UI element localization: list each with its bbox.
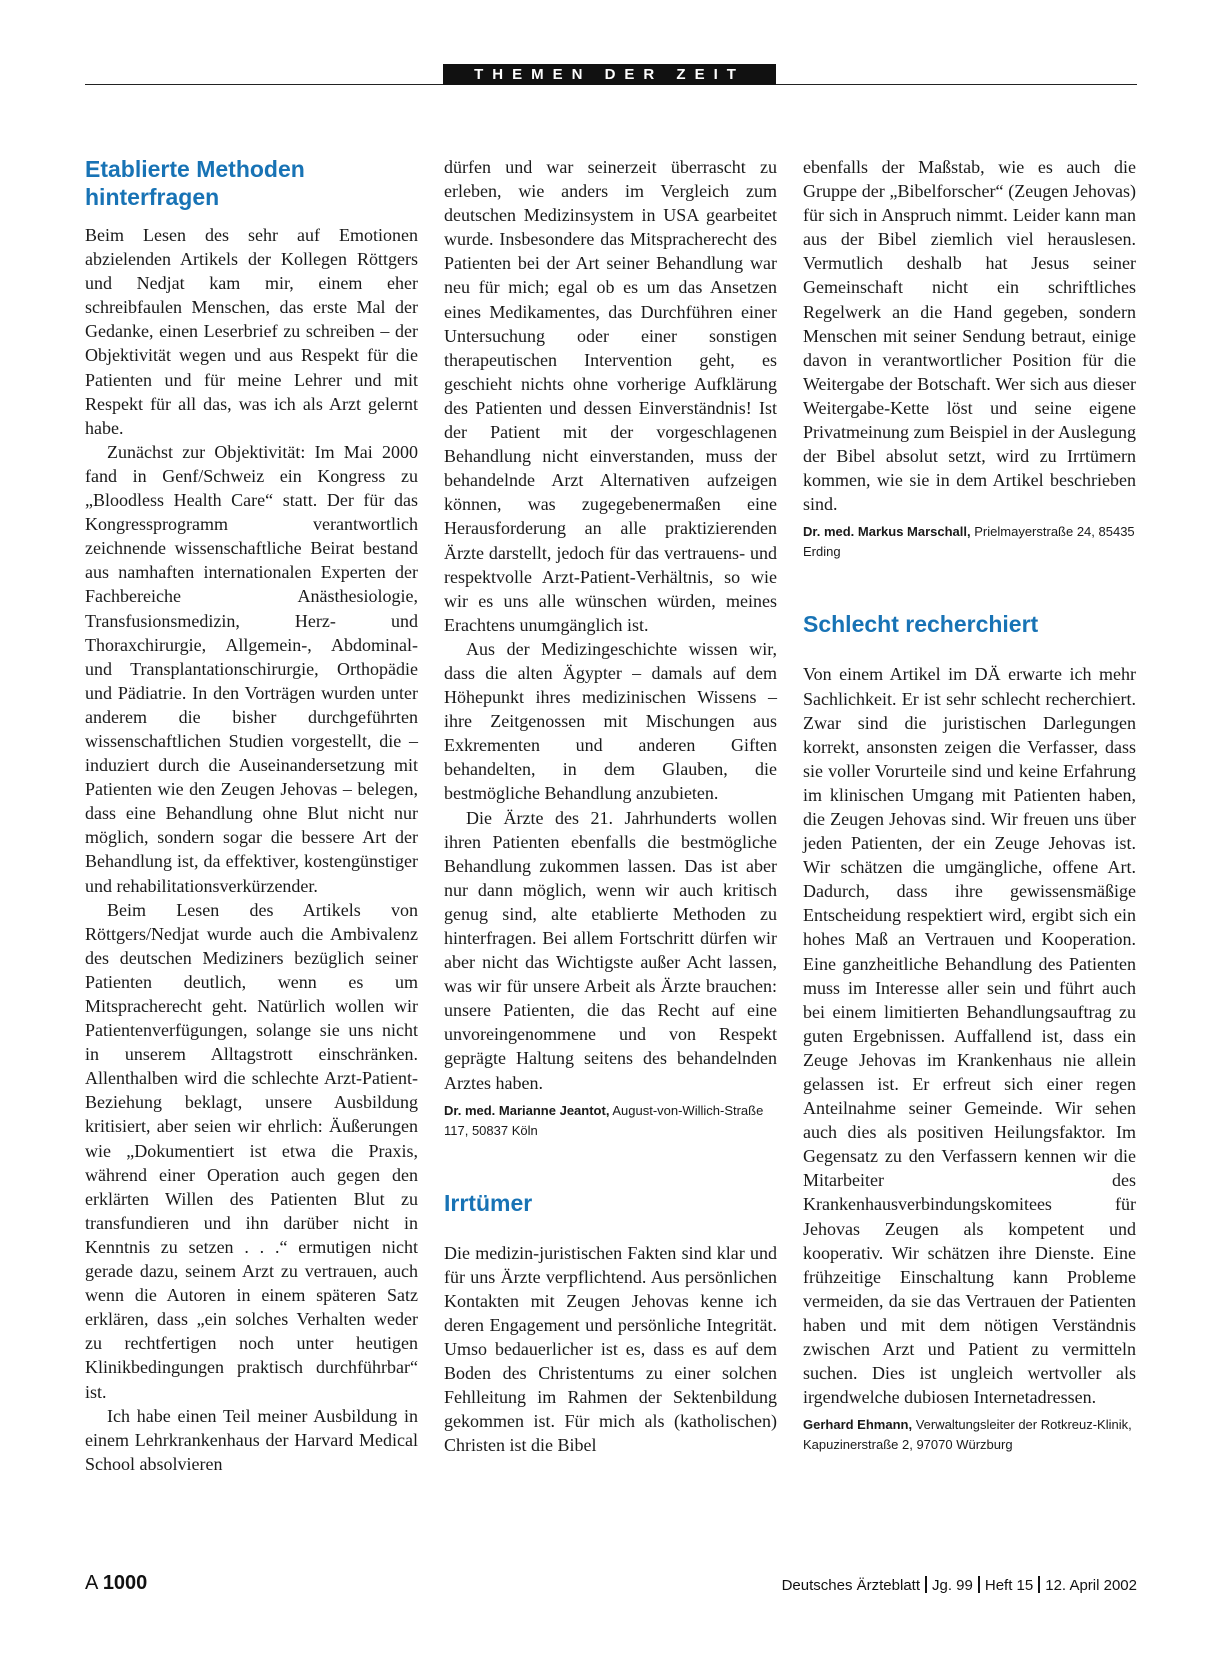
footer-separator	[1038, 1576, 1040, 1593]
author-name: Dr. med. Markus Marschall,	[803, 524, 971, 540]
article-heading: Etablierte Methoden hinterfragen	[85, 156, 305, 210]
author-signature	[444, 1101, 777, 1141]
author-signature	[803, 522, 1136, 562]
paragraph: Die Ärzte des 21. Jahrhunderts wollen ihren Patienten ebenfalls die bestmögliche Behandlung zukommen lassen. Das ist aber nur dann möglich, wenn wir auch kritisch genug sind, alte etablierte Methoden zu hinterfragen. Bei allem Fortschritt dürfen wir aber nicht das Wichtigste außer Acht lassen, was wir für unsere Arbeit als Ärzte brauchen: unsere Patienten, die das Recht auf eine unvoreingenommene und von Respekt geprägte Haltung seitens des behandelnden Arztes haben.	[444, 807, 777, 1093]
column-1	[85, 155, 418, 1476]
page-number-value: 1000	[102, 1572, 148, 1594]
author-address: Prielmayerstraße 24, 85435 Erding	[803, 524, 1135, 560]
paragraph-split-end: dürfen und war seinerzeit überrascht zu erleben, wie anders im Vergleich zum deutschen Medizinsystem in USA gearbeitet wurde. Insbesondere das Mitspracherecht des Patienten bei der Art seiner Behandlung war neu für mich; egal ob es um das Ansetzen eines Medikamentes, das Durchführen einer Untersuchung oder einer sonstigen therapeutischen Intervention geht, es geschieht nichts ohne vorherige Aufklärung des Patienten und dessen Einverständnis! Ist der Patient mit der vorgeschlagenen Behandlung nicht einverstanden, muss der behandelnde Arzt Alternativen aufzeigen können, was zugegebenermaßen eine Herausforderung an alle praktizierenden Ärzte darstellt, jedoch für das vertrauens- und respektvolle Arzt-Patient-Verhältnis, so wie wir es uns alle wünschen würden, meines Erachtens unumgänglich ist.	[444, 157, 777, 635]
author-signature	[803, 1415, 1136, 1455]
article-heading: Schlecht recherchiert	[803, 611, 1039, 638]
page-number	[85, 1572, 147, 1595]
section-label: THEMEN DER ZEIT	[443, 64, 776, 85]
paragraph-split-end: ebenfalls der Maßstab, wie es auch die Gruppe der „Bibelforscher“ (Zeugen Jehovas) für sich in Anspruch nimmt. Leider kann man aus der Bibel ziemlich viel herauslesen. Vermutlich deshalb hat Jesus seiner Gemeinschaft nicht ein schriftliches Regelwerk an die Hand gegeben, sondern Menschen mit seiner Sendung betraut, einige davon in verantwortlicher Position für die Weitergabe der Botschaft. Wer sich aus dieser Weitergabe-Kette löst und seine eigene Privatmeinung zum Beispiel in der Auslegung der Bibel absolut setzt, wird zu Irrtümern kommen, wie sie in dem Artikel beschrieben sind.	[803, 157, 1136, 515]
paragraph: Beim Lesen des Artikels von Röttgers/Nedjat wurde auch die Ambivalenz des deutschen Mediziners bezüglich seiner Patienten deutlich, wenn es um Mitspracherecht geht. Natürlich wollen wir Patientenverfügungen, solange sie uns nicht in unserem Alltagstrott einschränken. Allenthalben wird die schlechte Arzt-Patient-Beziehung beklagt, unsere Ausbildung kritisiert, aber seien wir ehrlich: Äußerungen wie „Dokumentiert ist etwa die Praxis, während einer Operation auch gegen den erklärten Willen des Patienten Blut zu transfundieren und ihn darüber nicht in Kenntnis zu setzen . . .“ ermutigen nicht gerade dazu, seinem Arzt zu vertrauen, auch wenn die Autoren in einem späteren Satz erklären, dass „ein solches Verhalten weder zu rechtfertigen noch unter heutigen Klinikbedingungen praktisch durchführbar“ ist.	[85, 899, 418, 1402]
column-3	[803, 155, 1136, 1455]
author-name: Gerhard Ehmann,	[803, 1417, 913, 1433]
author-address: August-von-Willich-Straße 117, 50837 Köln	[444, 1102, 764, 1138]
paragraph-split-start: Die medizin-juristischen Fakten sind klar und für uns Ärzte verpflichtend. Aus persönlichen Kontakten mit Zeugen Jehovas kenne ich deren Engagement und persönliche Integrität. Umso bedauerlicher ist es, dass es auf dem Boden des Christentums zu einer solchen Fehlleitung im Rahmen der Sektenbildung gekommen ist. Für mich als (katholischen) Christen ist die Bibel	[444, 1242, 777, 1456]
journal-volume: Jg. 99	[932, 1577, 973, 1594]
paragraph: Zunächst zur Objektivität: Im Mai 2000 fand in Genf/Schweiz ein Kongress zu „Bloodless Health Care“ statt. Der für das Kongressprogramm verantwortlich zeichnende wissenschaftliche Beirat bestand aus namhaften internationalen Experten der Fachbereiche Anästhesiologie, Transfusionsmedizin, Herz- und Thoraxchirurgie, Allgemein-, Abdominal- und Transplantationschirurgie, Orthopädie und Pädiatrie. In den Vorträgen wurden unter anderem die bisher durchgeführten wissenschaftlichen Studien vorgestellt, die – induziert durch die Auseinandersetzung mit Patienten wie den Zeugen Jehovas – belegen, dass eine Behandlung ohne Blut nicht nur möglich, sondern sogar die bessere Art der Behandlung ist, da effektiver, kostengünstiger und rehabilitationsverkürzender.	[85, 441, 418, 896]
journal-date: 12. April 2002	[1045, 1577, 1137, 1594]
author-name: Dr. med. Marianne Jeantot,	[444, 1102, 610, 1118]
footer-separator	[925, 1576, 927, 1593]
paragraph-split-start: Ich habe einen Teil meiner Ausbildung in einem Lehrkrankenhaus der Harvard Medical School absolvieren	[85, 1405, 418, 1474]
footer-separator	[978, 1576, 980, 1593]
paragraph: Beim Lesen des sehr auf Emotionen abzielenden Artikels der Kollegen Röttgers und Nedjat kam mir, einem eher schreibfaulen Menschen, das erste Mal der Gedanke, einen Leserbrief zu schreiben – der Objektivität wegen und aus Respekt für die Patienten und für meine Lehrer und mit Respekt für all das, was ich als Arzt gelernt habe.	[85, 225, 418, 438]
author-address: Verwaltungsleiter der Rotkreuz-Klinik, Kapuzinerstraße 2, 97070 Würzburg	[803, 1417, 1132, 1453]
journal-name: Deutsches Ärzteblatt	[781, 1577, 920, 1594]
page-prefix: A	[85, 1572, 98, 1594]
journal-footer	[782, 1576, 1137, 1594]
column-2	[444, 155, 777, 1458]
journal-issue: Heft 15	[984, 1577, 1034, 1594]
paragraph: Von einem Artikel im DÄ erwarte ich mehr Sachlichkeit. Er ist sehr schlecht recherchiert. Zwar sind die juristischen Darlegungen korrekt, ansonsten zeigen die Verfasser, dass sie voller Vorurteile sind und keine Erfahrung im klinischen Umgang mit Patienten haben, die Zeugen Jehovas sind. Wir freuen uns über jeden Patienten, der ein Zeuge Jehovas ist. Wir schätzen die umgängliche, offene Art. Dadurch, dass ihre gewissensmäßige Entscheidung respektiert wird, ergibt sich ein hohes Maß an Vertrauen und Kooperation. Eine ganzheitliche Behandlung des Patienten muss im Interesse aller sein und führt auch bei einem limitierten Behandlungsauftrag zu guten Ergebnissen. Auffallend ist, dass ein Zeuge Jehovas im Krankenhaus nie allein gelassen ist. Er erfreut sich einer regen Anteilnahme seiner Gemeinde. Wir sehen auch dies als positiven Heilungsfaktor. Im Gegensatz zu den Verfassern kennen wir die Mitarbeiter des Krankenhausverbindungskomitees für Jehovas Zeugen als kompetent und kooperativ. Wir schätzen ihre Dienste. Eine frühzeitige Einschaltung kann Probleme vermeiden, da sie das Vertrauen der Patienten haben und mit dem nötigen Verständnis zwischen Arzt und Patient zu vermitteln suchen. Dies ist ungleich wertvoller als irgendwelche dubiosen Internetadressen.	[803, 664, 1136, 1408]
paragraph: Aus der Medizingeschichte wissen wir, dass die alten Ägypter – damals auf dem Höhepunkt ihres medizinischen Wissens – ihre Zeitgenossen mit Mischungen aus Exkrementen und anderen Giften behandelten, in dem Glauben, die bestmögliche Behandlung anzubieten.	[444, 638, 777, 804]
article-heading: Irrtümer	[444, 1189, 533, 1216]
